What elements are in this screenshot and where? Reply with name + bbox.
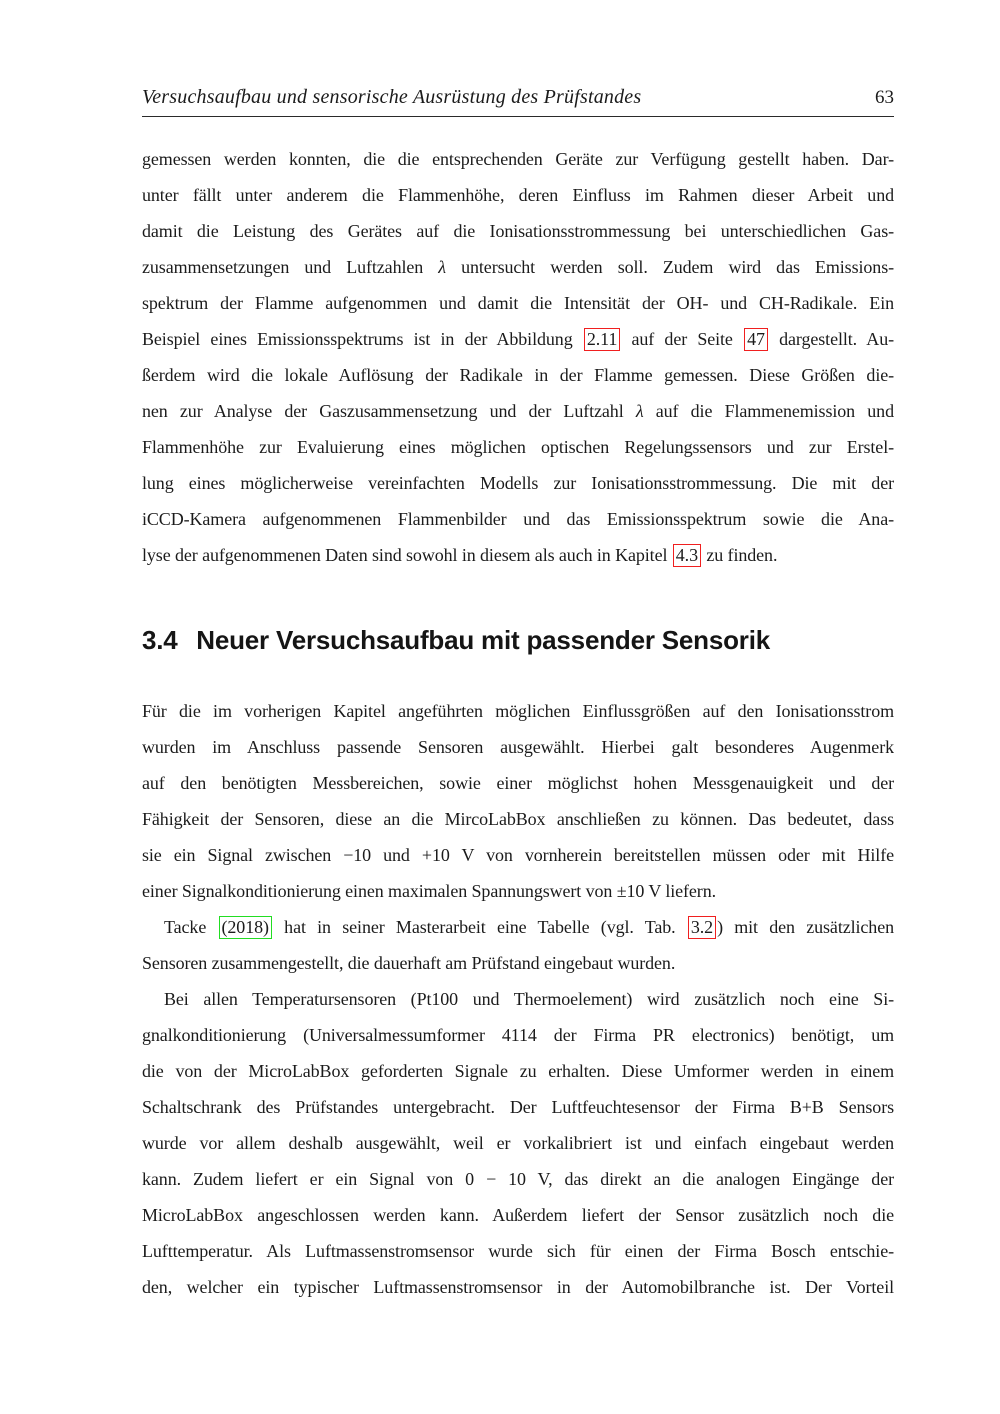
text-segment: Schaltschrank des Prüfstandes untergebracht. Der Luftfeuchtesensor der Firma B+B Sensors bbox=[142, 1097, 894, 1117]
text-segment: sie ein Signal zwischen −10 und +10 V von vornherein bereitstellen müssen oder mit Hilfe bbox=[142, 845, 894, 865]
text-line bbox=[142, 501, 894, 537]
text-segment: lyse der aufgenommenen Daten sind sowohl in diesem als auch in Kapitel bbox=[142, 545, 672, 565]
text-segment: Bei allen Temperatursensoren (Pt100 und Thermoelement) wird zusätzlich noch eine Si- bbox=[164, 989, 894, 1009]
paragraph-group-1 bbox=[142, 141, 894, 573]
paragraph bbox=[142, 141, 894, 573]
text-segment: unter fällt unter anderem die Flammenhöhe, deren Einfluss im Rahmen dieser Arbeit und bbox=[142, 185, 894, 205]
cross-reference-link[interactable]: 47 bbox=[744, 328, 768, 351]
text-line bbox=[142, 1233, 894, 1269]
text-line bbox=[142, 429, 894, 465]
text-segment: Sensoren zusammengestellt, die dauerhaft am Prüfstand eingebaut wurden. bbox=[142, 953, 676, 973]
text-segment: ) mit den zusätzlichen bbox=[717, 917, 894, 937]
text-segment: die von der MicroLabBox geforderten Signale zu erhalten. Diese Umformer werden in einem bbox=[142, 1061, 894, 1081]
text-segment: gemessen werden konnten, die die entsprechenden Geräte zur Verfügung gestellt haben. Dar- bbox=[142, 149, 894, 169]
text-line bbox=[142, 873, 894, 909]
text-line bbox=[142, 1269, 894, 1305]
text-line bbox=[142, 249, 894, 285]
text-segment: iCCD-Kamera aufgenommenen Flammenbilder und das Emissionsspektrum sowie die Ana- bbox=[142, 509, 894, 529]
page-number: 63 bbox=[875, 87, 894, 108]
text-segment: gnalkonditionierung (Universalmessumformer 4114 der Firma PR electronics) benötigt, um bbox=[142, 1025, 894, 1045]
text-segment: spektrum der Flamme aufgenommen und damit die Intensität der OH- und CH-Radikale. Ein bbox=[142, 293, 894, 313]
text-line bbox=[142, 837, 894, 873]
cross-reference-link[interactable]: 3.2 bbox=[688, 916, 716, 939]
paragraph bbox=[142, 693, 894, 909]
text-line bbox=[142, 981, 894, 1017]
text-segment: auf den benötigten Messbereichen, sowie einer möglichst hohen Messgenauigkeit und der bbox=[142, 773, 894, 793]
text-segment: auf der Seite bbox=[621, 329, 744, 349]
text-segment: wurde vor allem deshalb ausgewählt, weil er vorkalibriert ist und einfach eingebaut werden bbox=[142, 1133, 894, 1153]
text-line bbox=[142, 393, 894, 429]
text-segment: einer Signalkonditionierung einen maximalen Spannungswert von ±10 V liefern. bbox=[142, 881, 716, 901]
text-line bbox=[142, 321, 894, 357]
text-line bbox=[142, 945, 894, 981]
text-segment: ßerdem wird die lokale Auflösung der Radikale in der Flamme gemessen. Diese Größen die- bbox=[142, 365, 894, 385]
text-segment: untersucht werden soll. Zudem wird das Emissions- bbox=[445, 257, 894, 277]
header-rule bbox=[142, 116, 894, 117]
text-line bbox=[142, 729, 894, 765]
paragraph-group-2 bbox=[142, 693, 894, 1305]
section-number: 3.4 bbox=[142, 625, 178, 655]
text-segment: Für die im vorherigen Kapitel angeführten möglichen Einflussgrößen auf den Ionisationsstrom bbox=[142, 701, 894, 721]
section-heading bbox=[142, 623, 894, 657]
text-segment: Lufttemperatur. Als Luftmassenstromsensor wurde sich für einen der Firma Bosch entschie- bbox=[142, 1241, 894, 1261]
cross-reference-link[interactable]: 2.11 bbox=[584, 328, 620, 351]
text-segment: MicroLabBox angeschlossen werden kann. Außerdem liefert der Sensor zusätzlich noch die bbox=[142, 1205, 894, 1225]
body-text bbox=[142, 141, 894, 1305]
text-line bbox=[142, 801, 894, 837]
text-line bbox=[142, 1125, 894, 1161]
text-segment: nen zur Analyse der Gaszusammensetzung und der Luftzahl bbox=[142, 401, 636, 421]
text-segment: λ bbox=[438, 257, 446, 277]
text-segment: damit die Leistung des Gerätes auf die Ionisationsstrommessung bei unterschiedlichen Gas- bbox=[142, 221, 894, 241]
citation-link[interactable]: (2018) bbox=[219, 916, 272, 939]
text-line bbox=[142, 357, 894, 393]
text-segment: auf die Flammenemission und bbox=[643, 401, 894, 421]
text-line bbox=[142, 177, 894, 213]
text-segment: Tacke bbox=[164, 917, 218, 937]
paragraph bbox=[142, 909, 894, 981]
text-segment: wurden im Anschluss passende Sensoren ausgewählt. Hierbei galt besonderes Augenmerk bbox=[142, 737, 894, 757]
text-line bbox=[142, 765, 894, 801]
section-title: Neuer Versuchsaufbau mit passender Sensorik bbox=[196, 625, 770, 655]
text-segment: dargestellt. Au- bbox=[768, 329, 894, 349]
text-line bbox=[142, 693, 894, 729]
text-line bbox=[142, 537, 894, 573]
cross-reference-link[interactable]: 4.3 bbox=[673, 544, 701, 567]
text-line bbox=[142, 465, 894, 501]
text-line bbox=[142, 1161, 894, 1197]
text-segment: Beispiel eines Emissionsspektrums ist in der Abbildung bbox=[142, 329, 583, 349]
paragraph bbox=[142, 981, 894, 1305]
text-line bbox=[142, 285, 894, 321]
text-segment: Flammenhöhe zur Evaluierung eines möglichen optischen Regelungssensors und zur Erstel- bbox=[142, 437, 894, 457]
text-line bbox=[142, 909, 894, 945]
text-segment: zusammensetzungen und Luftzahlen bbox=[142, 257, 439, 277]
page-header bbox=[142, 0, 894, 109]
text-line bbox=[142, 1017, 894, 1053]
text-segment: kann. Zudem liefert er ein Signal von 0 − 10 V, das direkt an die analogen Eingänge der bbox=[142, 1169, 894, 1189]
text-segment: λ bbox=[635, 401, 644, 421]
text-segment: hat in seiner Masterarbeit eine Tabelle (vgl. Tab. bbox=[272, 917, 687, 937]
text-segment: lung eines möglicherweise vereinfachten Modells zur Ionisationsstrommessung. Die mit der bbox=[142, 473, 894, 493]
text-segment: den, welcher ein typischer Luftmassenstromsensor in der Automobilbranche ist. Der Vorteil bbox=[142, 1277, 894, 1297]
text-line bbox=[142, 1053, 894, 1089]
text-line bbox=[142, 141, 894, 177]
running-title: Versuchsaufbau und sensorische Ausrüstung des Prüfstandes bbox=[142, 86, 642, 108]
text-line bbox=[142, 213, 894, 249]
text-line bbox=[142, 1197, 894, 1233]
text-segment: Fähigkeit der Sensoren, diese an die MircoLabBox anschließen zu können. Das bedeutet, dass bbox=[142, 809, 894, 829]
text-column bbox=[142, 0, 894, 1305]
text-line bbox=[142, 1089, 894, 1125]
text-segment: zu finden. bbox=[701, 545, 778, 565]
